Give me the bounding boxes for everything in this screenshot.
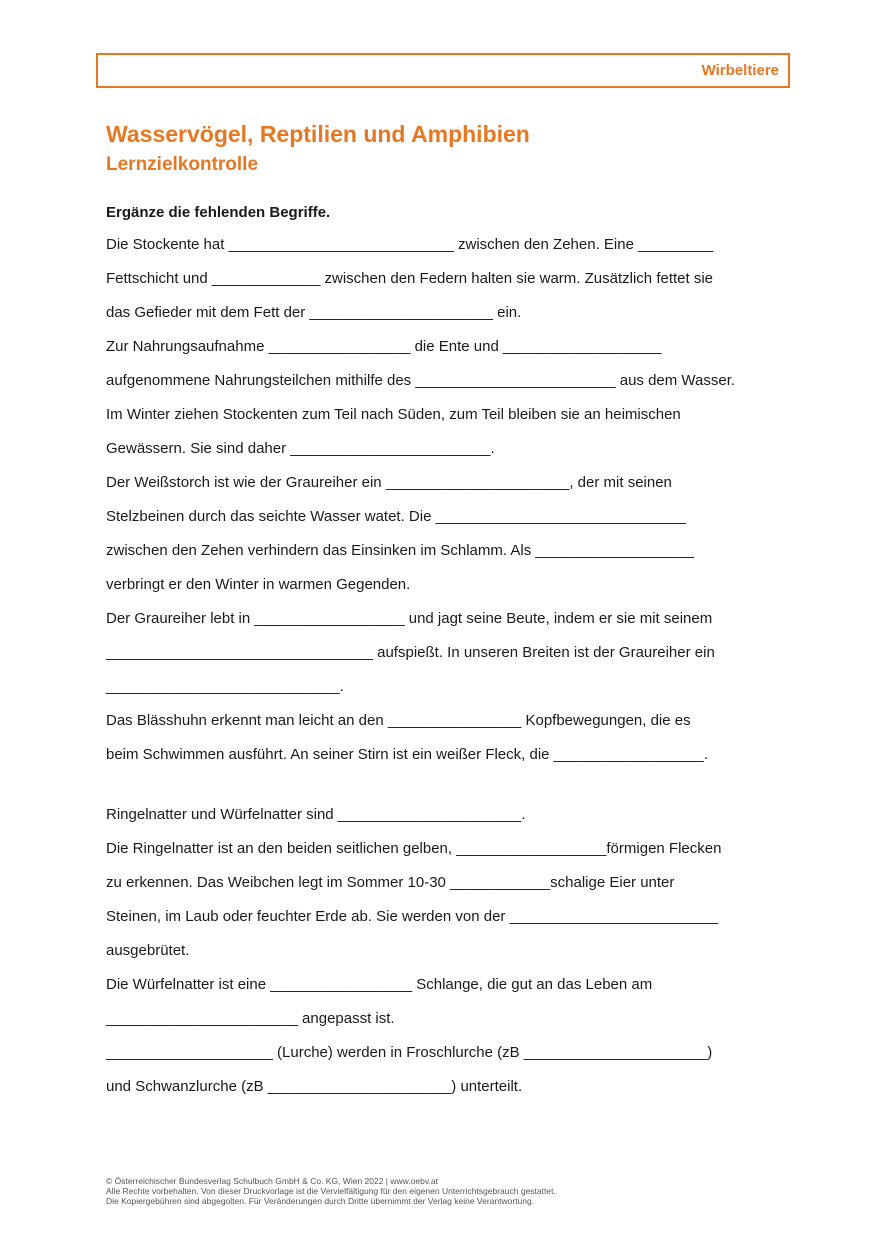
page-title: Wasservögel, Reptilien und Amphibien	[106, 121, 530, 147]
cloze-line: Im Winter ziehen Stockenten zum Teil nach Süden, zum Teil bleiben sie an heimischen	[106, 406, 681, 423]
header-box	[96, 53, 790, 88]
footer-line: Alle Rechte vorbehalten. Von dieser Druckvorlage ist die Vervielfältigung für den eigenen Unterrichtsgebrauch gestattet.	[106, 1186, 556, 1196]
cloze-line: und Schwanzlurche (zB ______________________) unterteilt.	[106, 1078, 523, 1095]
cloze-line: Der Graureiher lebt in __________________ und jagt seine Beute, indem er sie mit seinem	[106, 610, 713, 627]
cloze-line: Das Blässhuhn erkennt man leicht an den ________________ Kopfbewegungen, die es	[106, 712, 691, 729]
copyright-footer	[106, 1176, 556, 1206]
cloze-line: Die Ringelnatter ist an den beiden seitlichen gelben, __________________förmigen Flecken	[106, 840, 722, 857]
cloze-line: _______________________ angepasst ist.	[106, 1010, 395, 1027]
cloze-line: ausgebrütet.	[106, 942, 190, 959]
cloze-line: Steinen, im Laub oder feuchter Erde ab. Sie werden von der _________________________	[106, 908, 719, 925]
cloze-line: Gewässern. Sie sind daher ________________________.	[106, 440, 495, 457]
cloze-line: Fettschicht und _____________ zwischen den Federn halten sie warm. Zusätzlich fettet sie	[106, 270, 714, 287]
cloze-line: verbringt er den Winter in warmen Gegenden.	[106, 576, 411, 593]
cloze-line: zu erkennen. Das Weibchen legt im Sommer 10-30 ____________schalige Eier unter	[106, 874, 675, 891]
cloze-line: das Gefieder mit dem Fett der ______________________ ein.	[106, 304, 522, 321]
cloze-line: ____________________ (Lurche) werden in Froschlurche (zB ______________________)	[106, 1044, 713, 1061]
task-instruction: Ergänze die fehlenden Begriffe.	[106, 204, 331, 221]
cloze-line: aufgenommene Nahrungsteilchen mithilfe des ________________________ aus dem Wasser.	[106, 372, 736, 389]
cloze-line: zwischen den Zehen verhindern das Einsinken im Schlamm. Als ___________________	[106, 542, 694, 559]
cloze-line: Der Weißstorch ist wie der Graureiher ein ______________________, der mit seinen	[106, 474, 672, 491]
page-subtitle: Lernzielkontrolle	[106, 154, 259, 175]
footer-line: © Österreichischer Bundesverlag Schulbuch GmbH & Co. KG, Wien 2022 | www.oebv.at	[106, 1176, 438, 1186]
cloze-line: Die Würfelnatter ist eine _________________ Schlange, die gut an das Leben am	[106, 976, 653, 993]
header-category-label: Wirbeltiere	[701, 62, 779, 79]
cloze-line: ________________________________ aufspießt. In unseren Breiten ist der Graureiher ein	[106, 644, 715, 661]
cloze-line: Zur Nahrungsaufnahme _________________ die Ente und ___________________	[106, 338, 662, 355]
cloze-line: Die Stockente hat ___________________________ zwischen den Zehen. Eine _________	[106, 236, 714, 253]
cloze-line: Stelzbeinen durch das seichte Wasser watet. Die ______________________________	[106, 508, 686, 525]
footer-line: Die Kopiergebühren sind abgegolten. Für Veränderungen durch Dritte übernimmt der Verlag keine Verantwortung.	[106, 1196, 535, 1206]
cloze-line: beim Schwimmen ausführt. An seiner Stirn ist ein weißer Fleck, die __________________.	[106, 746, 708, 763]
cloze-line: Ringelnatter und Würfelnatter sind ______________________.	[106, 806, 526, 823]
cloze-line: ____________________________.	[106, 678, 344, 695]
